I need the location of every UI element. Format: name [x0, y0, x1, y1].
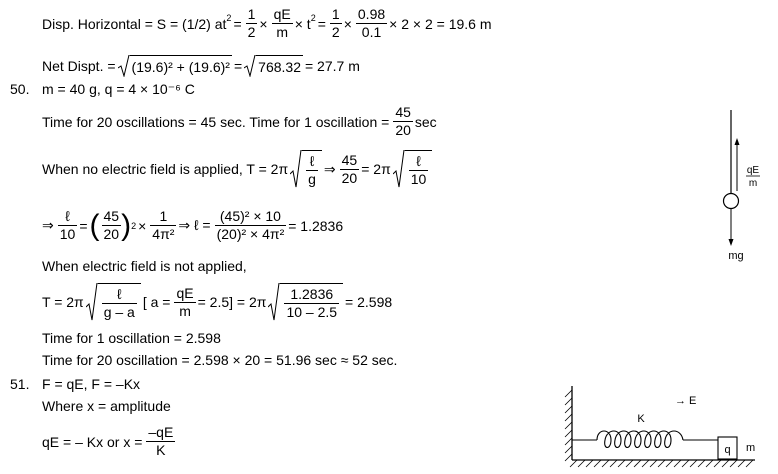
spring-constant-label: K	[637, 413, 645, 425]
field-not-applied-text: When electric field is not applied,	[42, 258, 247, 274]
force-up-arrowhead	[735, 138, 740, 145]
amplitude-equation: qE = – Kx or x = $\frac{-qE}{K}$	[42, 424, 174, 458]
times-t: × $t^2$	[294, 12, 316, 32]
pendulum-figure	[700, 105, 778, 265]
sqrt-l-over-10: $\frac{\text{ℓ}}{10}$	[393, 150, 433, 188]
time-20-oscillation: Time for 20 oscillation = 2.598 × 20 = 51.96 sec ≈ 52 sec.	[42, 352, 398, 368]
force-equations: F = qE, F = –Kx	[42, 376, 141, 392]
disp-result: × 2 × 2 = 19.6 m	[389, 15, 492, 32]
fraction-1-4pi2: $\frac{1}{\text{4π²}}$	[152, 208, 175, 242]
wall-hatching	[565, 390, 572, 461]
spring-coil	[597, 431, 683, 448]
mass-label: m	[746, 442, 756, 454]
fraction-ell-value: $\frac{\text{(45)² × 10}}{\text{(20)² × 4π²}}$	[216, 208, 285, 242]
time-1-oscillation: Time for 1 oscillation = 2.598	[42, 330, 221, 346]
floor-hatching	[570, 460, 753, 467]
force-up-den: m	[748, 178, 758, 189]
given-values: m = 40 g, q = 4 × 10⁻⁶ C	[42, 81, 195, 97]
implies-arrow: ⇒	[323, 160, 336, 177]
fraction-098-01: $\frac{0.98}{0.1}$	[357, 6, 386, 40]
spring-mass-figure	[555, 378, 778, 472]
net-dispt-label: Net Dispt. =	[42, 58, 116, 74]
fraction-half-2: $\frac{1}{2}$	[331, 6, 340, 40]
sqrt-768: 768.32	[244, 55, 303, 77]
fraction-qe-m-b: $\frac{qE}{m}$	[176, 284, 194, 319]
sqrt-l-over-g: $\frac{\text{ℓ}}{g}$	[290, 150, 322, 188]
period-result: = 2.598	[345, 294, 393, 310]
fraction-45-20-b: $\frac{45}{20}$	[341, 151, 358, 186]
derivation-line: ⇒ $\frac{\text{ℓ}}{10}$ = ( $\frac{45}{20}$ ) 2 × $\frac{1}{\text{4π²}}$ ⇒ ℓ = $\frac{\text{(45)² × 10}}{\text{(20)² × 4π²}}$ = 1.2836	[42, 208, 344, 242]
force-up-num: qE	[746, 165, 760, 176]
force-down-arrowhead	[729, 239, 734, 246]
fraction-45-20: $\frac{45}{20}$	[395, 104, 411, 138]
field-direction-label: → E	[675, 395, 697, 407]
fraction-minus-qe-k: $\frac{-qE}{K}$	[148, 424, 174, 458]
fraction-half: $\frac{1}{2}$	[247, 6, 256, 40]
net-dispt-result: = 27.7 m	[304, 58, 360, 74]
force-down-label: mg	[728, 250, 744, 262]
sqrt-12836: $\frac{1.2836}{10 - 2.5}$	[268, 283, 343, 321]
ell-result: = 1.2836	[288, 217, 344, 234]
fraction-45-20-c: $\frac{45}{20}$	[103, 208, 120, 242]
fraction-qe-m: $\frac{qE}{m}$	[273, 6, 291, 40]
equals: =	[233, 15, 242, 32]
period-with-field-line: T = 2π $\frac{\text{ℓ}}{g - a}$ [ a = $\frac{qE}{m}$ = 2.5] = 2π $\frac{1.2836}{10 - 2.5}$ = 2.598	[42, 284, 393, 320]
charge-label: q	[724, 444, 731, 456]
disp-lead: Disp. Horizontal = S = (1/2) $at^2$	[42, 12, 232, 32]
question-number-50: 50.	[10, 81, 30, 97]
sqrt-19-6: (19.6)² + (19.6)²	[118, 55, 232, 77]
question-number-51: 51.	[10, 376, 30, 392]
oscillation-time-line: Time for 20 oscillations = 45 sec. Time for 1 oscillation = $\frac{45}{20}$ sec	[42, 104, 437, 138]
net-displacement-line: Net Dispt. = (19.6)² + (19.6)² = 768.32 = 27.7 m	[42, 55, 362, 77]
disp-horizontal-line: Disp. Horizontal = S = (1/2) $at^2$ = $\frac{1}{2}$ × $\frac{qE}{m}$ × $t^2$ = $\frac{1}{2}$ × $\frac{0.98}{0.1}$ × 2 × 2 = 19.6 m	[42, 6, 492, 40]
amplitude-text: Where x = amplitude	[42, 398, 171, 414]
pendulum-bob	[724, 194, 739, 209]
sqrt-l-over-g-minus-a: $\frac{\text{ℓ}}{g - a}$	[86, 283, 141, 321]
fraction-l-10: $\frac{\text{ℓ}}{10}$	[59, 208, 76, 242]
no-field-period-line: When no electric field is applied, T = 2π $\frac{\text{ℓ}}{g}$ ⇒ $\frac{45}{20}$ = 2π $\frac{\text{ℓ}}{10}$	[42, 150, 434, 188]
